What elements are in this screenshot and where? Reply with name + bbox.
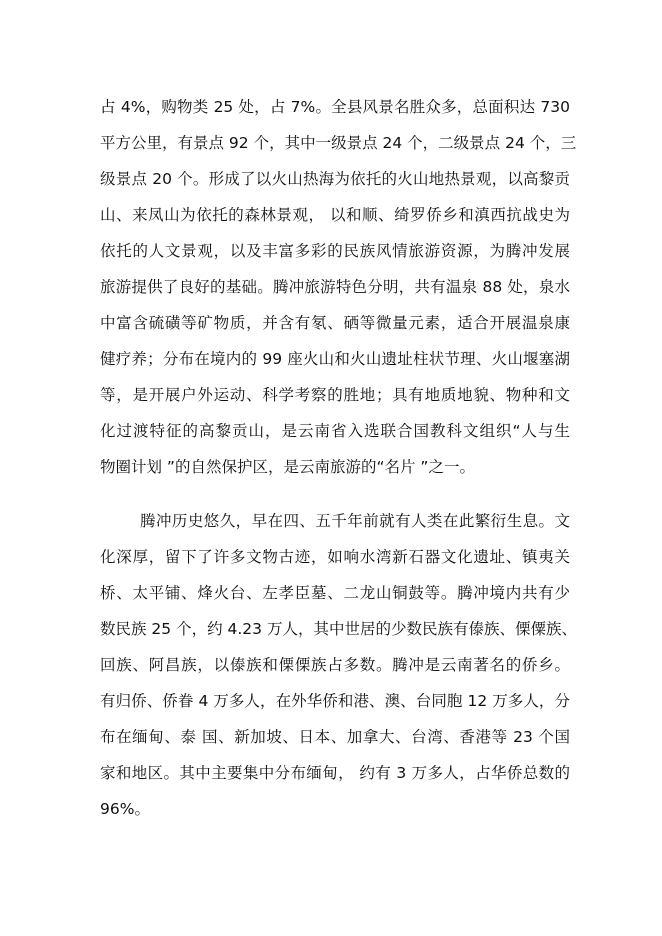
paragraph-1-line: 山、来凤山为依托的森林景观， 以和顺、绮罗侨乡和滇西抗战史为 [100, 206, 570, 224]
paragraph-1-line: 等，是开展户外运动、科学考察的胜地；具有地质地貌、物种和文 [100, 386, 570, 404]
paragraph-1-line: 旅游提供了良好的基础。腾冲旅游特色分明，共有温泉 88 处，泉水 [100, 278, 570, 296]
paragraph-2-line: 数民族 25 个，约 4.23 万人，其中世居的少数民族有傣族、傈僳族、 [100, 620, 577, 638]
paragraph-1-line: 化过渡特征的高黎贡山，是云南省入选联合国教科文组织“人与生 [100, 422, 570, 440]
paragraph-1-line: 中富含硫磺等矿物质，并含有氡、硒等微量元素，适合开展温泉康 [100, 314, 570, 332]
paragraph-1-line: 级景点 20 个。形成了以火山热海为依托的火山地热景观，以高黎贡 [100, 170, 570, 188]
paragraph-1-line: 健疗养；分布在境内的 99 座火山和火山遗址柱状节理、火山堰塞湖 [100, 350, 570, 368]
paragraph-1-line: 物圈计划 ”的自然保护区，是云南旅游的“名片 ”之一。 [100, 458, 475, 476]
paragraph-1-line: 占 4%，购物类 25 处，占 7%。全县风景名胜众多，总面积达 730 [100, 98, 570, 116]
paragraph-2-line: 家和地区。其中主要集中分布缅甸， 约有 3 万多人，占华侨总数的 [100, 764, 570, 782]
paragraph-2-line: 回族、阿昌族，以傣族和傈傈族占多数。腾冲是云南著名的侨乡。 [100, 656, 570, 674]
paragraph-2-line: 96%。 [100, 800, 150, 818]
paragraph-2-line: 布在缅甸、泰 国、新加坡、日本、加拿大、台湾、香港等 23 个国 [100, 728, 570, 746]
paragraph-2-line: 化深厚，留下了许多文物古迹，如响水湾新石器文化遗址、镇夷关 [100, 548, 570, 566]
paragraph-2-line: 桥、太平铺、烽火台、左孝臣墓、二龙山铜鼓等。腾冲境内共有少 [100, 584, 570, 602]
paragraph-1-line: 平方公里，有景点 92 个，其中一级景点 24 个，二级景点 24 个，三 [100, 134, 577, 152]
paragraph-1-line: 依托的人文景观，以及丰富多彩的民族风情旅游资源，为腾冲发展 [100, 242, 570, 260]
paragraph-2-line: 腾冲历史悠久，早在四、五千年前就有人类在此繁衍生息。文 [140, 512, 570, 530]
paragraph-2-line: 有归侨、侨眷 4 万多人，在外华侨和港、澳、台同胞 12 万多人，分 [100, 692, 570, 710]
